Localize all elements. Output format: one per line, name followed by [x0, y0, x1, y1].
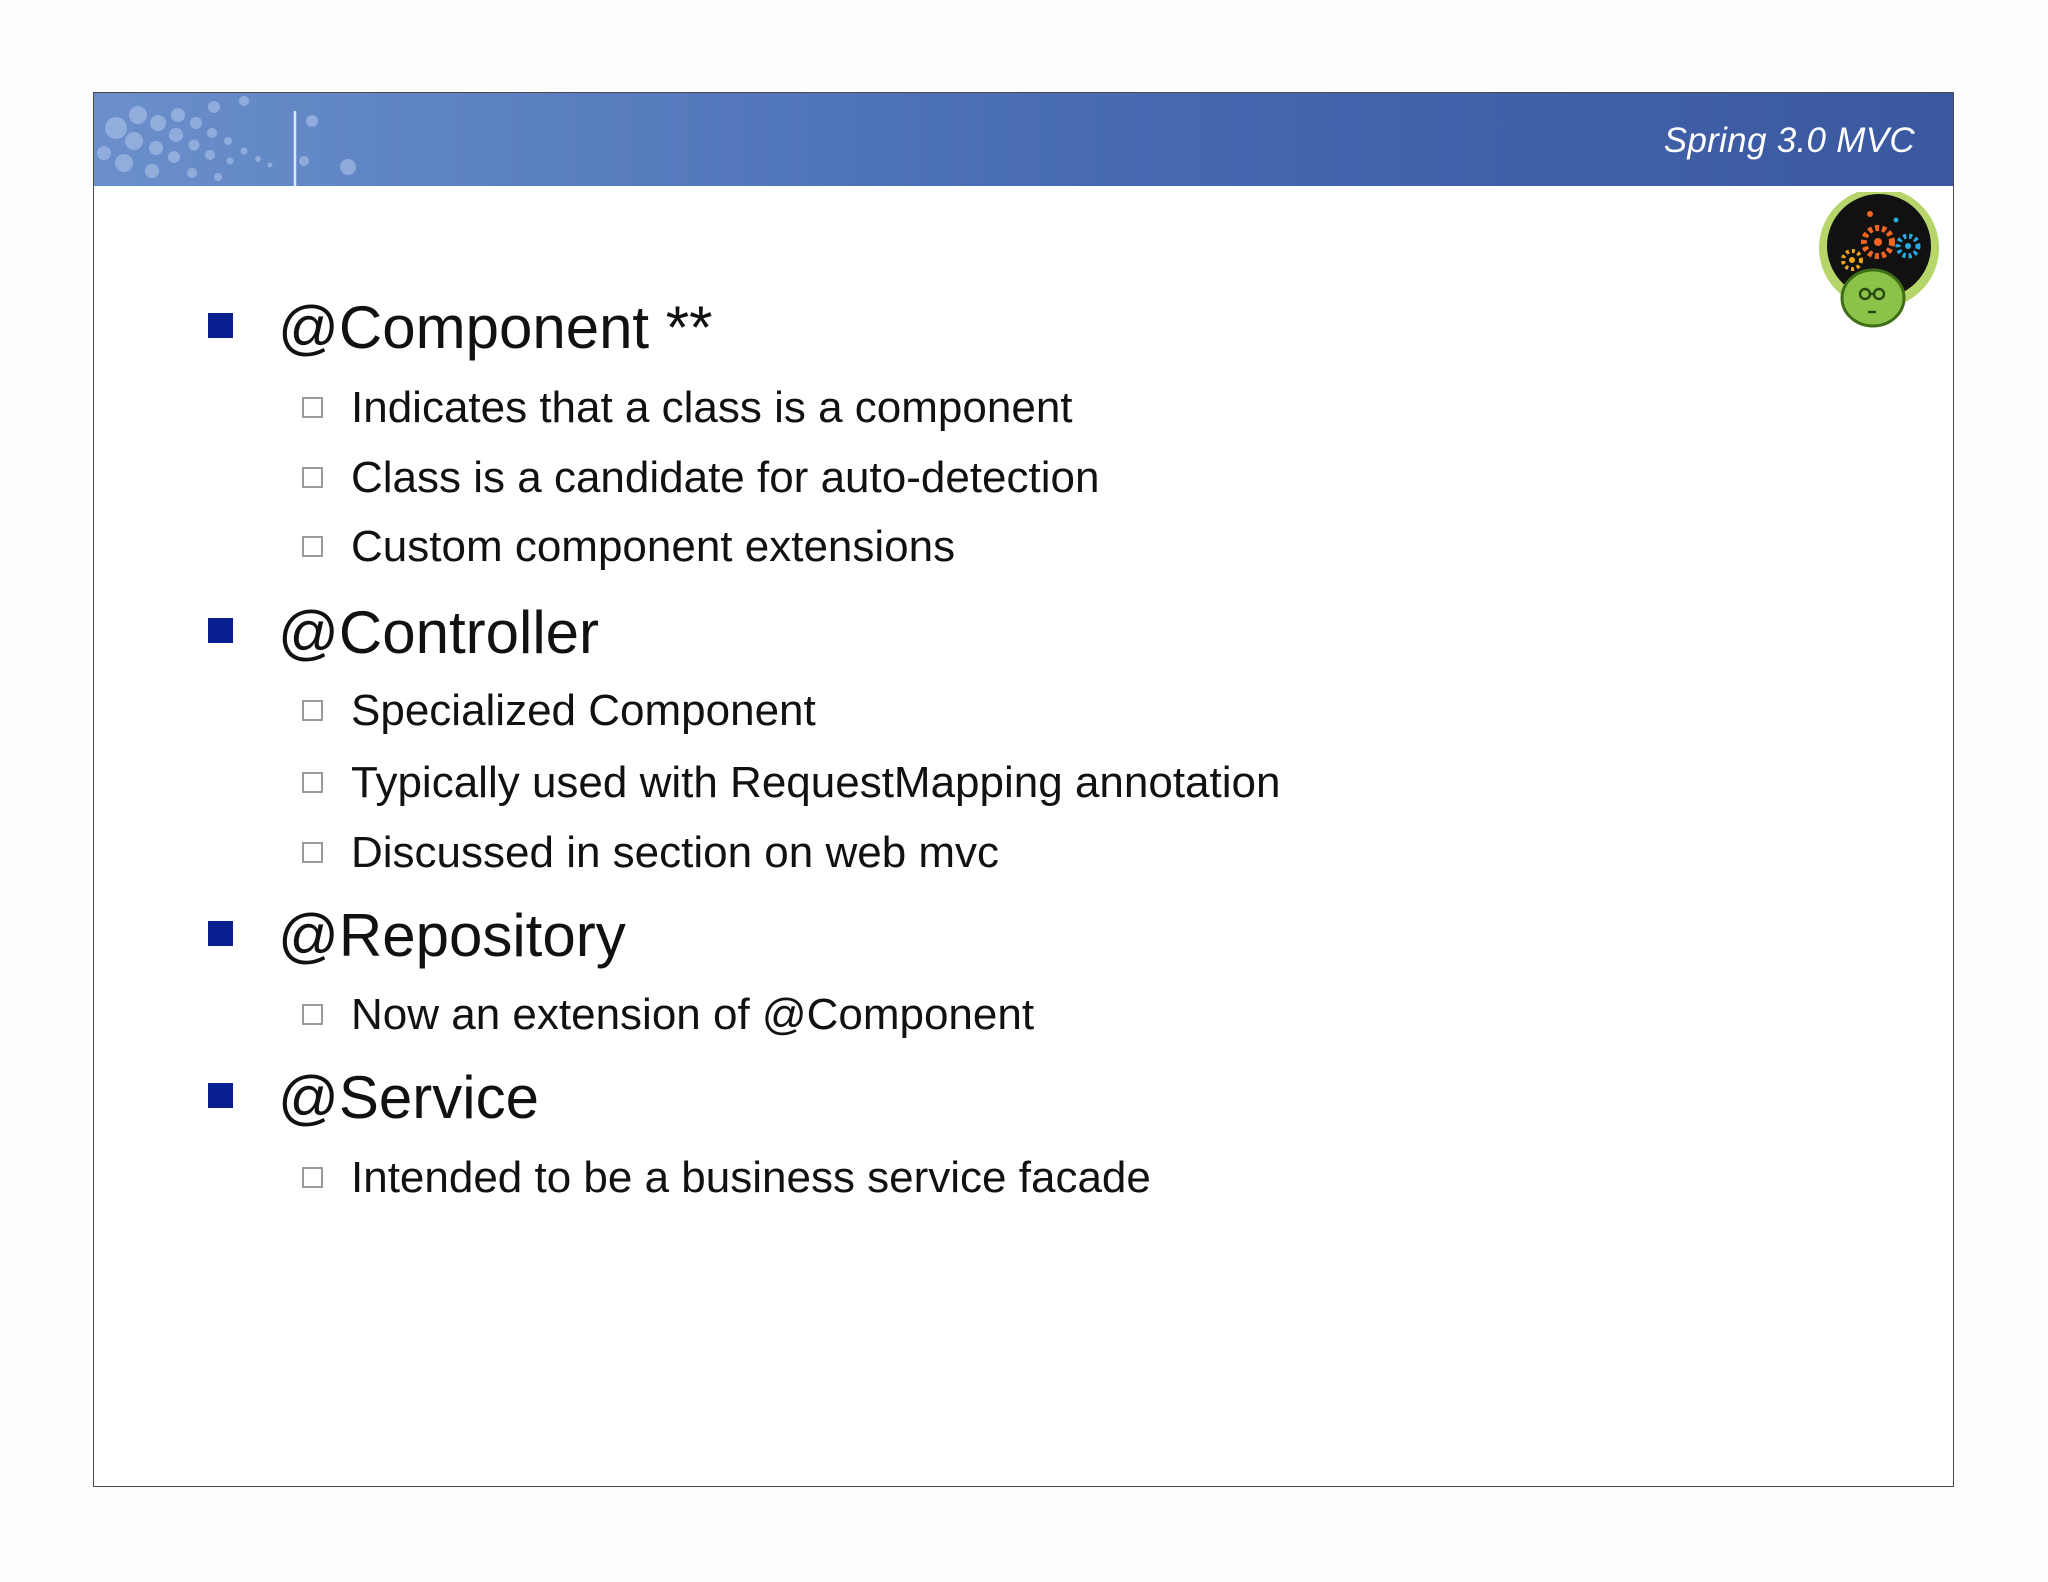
bullet-list	[94, 93, 1953, 1486]
hollow-square-bullet-icon	[302, 1004, 323, 1025]
slide	[93, 92, 1954, 1487]
bullet-label: @Controller	[278, 599, 600, 666]
square-bullet-icon	[208, 618, 233, 643]
sub-bullet-text: Now an extension of @Component	[351, 990, 1035, 1039]
sub-bullet-text: Class is a candidate for auto-detection	[351, 453, 1100, 502]
sub-bullet-text: Specialized Component	[351, 686, 816, 735]
hollow-square-bullet-icon	[302, 397, 323, 418]
bullet-label: @Component **	[278, 294, 713, 361]
hollow-square-bullet-icon	[302, 536, 323, 557]
sub-bullet-text: Intended to be a business service facade	[351, 1153, 1151, 1202]
hollow-square-bullet-icon	[302, 772, 323, 793]
hollow-square-bullet-icon	[302, 842, 323, 863]
hollow-square-bullet-icon	[302, 1167, 323, 1188]
bullet-label: @Repository	[278, 902, 626, 969]
sub-bullet-text: Custom component extensions	[351, 522, 956, 571]
hollow-square-bullet-icon	[302, 700, 323, 721]
sub-bullet-text: Discussed in section on web mvc	[351, 828, 1000, 877]
square-bullet-icon	[208, 1083, 233, 1108]
header-title: Spring 3.0 MVC	[1663, 121, 1915, 160]
sub-bullet-text: Indicates that a class is a component	[351, 383, 1073, 432]
square-bullet-icon	[208, 313, 233, 338]
hollow-square-bullet-icon	[302, 467, 323, 488]
square-bullet-icon	[208, 921, 233, 946]
sub-bullet-text: Typically used with RequestMapping annotation	[351, 758, 1281, 807]
bullet-label: @Service	[278, 1064, 539, 1131]
